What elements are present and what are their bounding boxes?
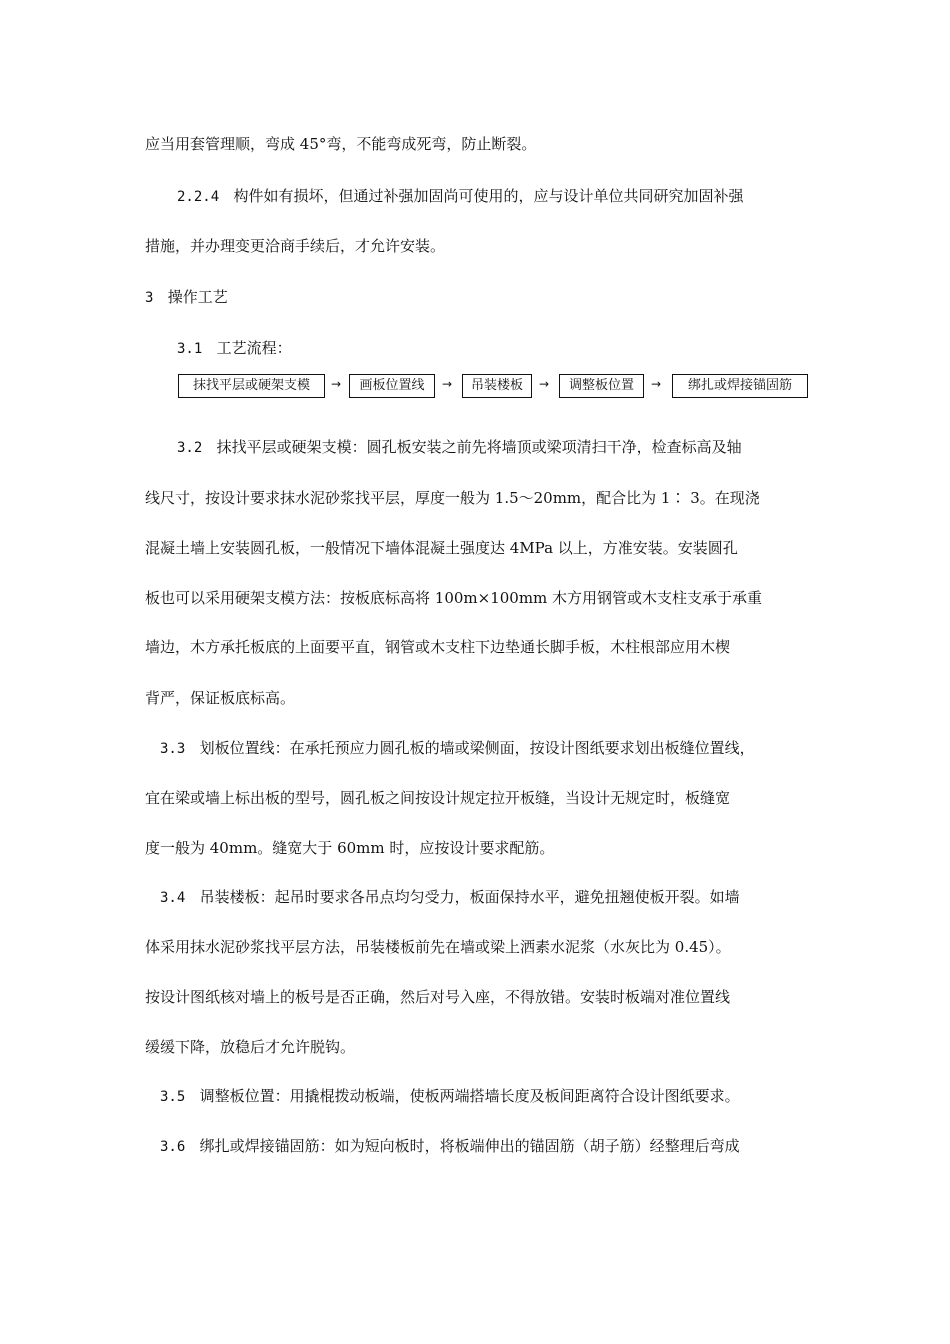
flow-arrow: → bbox=[651, 377, 662, 391]
section-number: 3.5 bbox=[160, 1089, 186, 1105]
section-number: 3.2 bbox=[177, 440, 203, 456]
paragraph-line: 按设计图纸核对墙上的板号是否正确，然后对号入座，不得放错。安装时板端对准位置线 bbox=[145, 988, 731, 1006]
section-heading-3 bbox=[145, 287, 228, 308]
paragraph-line: 宜在梁或墙上标出板的型号，圆孔板之间按设计规定拉开板缝，当设计无规定时，板缝宽 bbox=[145, 789, 731, 807]
section-3-1 bbox=[177, 338, 292, 359]
paragraph-line: 缓缓下降，放稳后才允许脱钩。 bbox=[145, 1038, 356, 1056]
paragraph-line: 线尺寸，按设计要求抹水泥砂浆找平层，厚度一般为 1.5～20mm，配合比为 1∶ 3。在现浇 bbox=[145, 489, 760, 507]
paragraph-text: 调整板位置：用撬棍拨动板端，使板两端搭墙长度及板间距离符合设计图纸要求。 bbox=[199, 1087, 740, 1105]
paragraph-text: 抹找平层或硬架支模：圆孔板安装之前先将墙顶或梁项清扫干净，检查标高及轴 bbox=[216, 438, 742, 456]
paragraph-line: 墙边，木方承托板底的上面要平直，钢管或木支柱下边垫通长脚手板，木柱根部应用木楔 bbox=[145, 638, 731, 656]
paragraph-line: 板也可以采用硬架支模方法：按板底标高将 100m×100mm 木方用钢管或木支柱支承于承重 bbox=[145, 589, 763, 607]
section-number: 2.2.4 bbox=[177, 189, 220, 205]
paragraph-text: 构件如有损坏，但通过补强加固尚可使用的，应与设计单位共同研究加固补强 bbox=[233, 187, 744, 205]
paragraph-text: 划板位置线：在承托预应力圆孔板的墙或梁侧面，按设计图纸要求划出板缝位置线， bbox=[199, 739, 755, 757]
flow-arrow: → bbox=[331, 377, 342, 391]
paragraph-line: 措施，并办理变更洽商手续后，才允许安装。 bbox=[145, 237, 446, 255]
section-3-5 bbox=[160, 1086, 740, 1107]
paragraph-text: 绑扎或焊接锚固筋：如为短向板时，将板端伸出的锚固筋（胡子筋）经整理后弯成 bbox=[199, 1137, 740, 1155]
section-number: 3.3 bbox=[160, 741, 186, 757]
section-3-6 bbox=[160, 1136, 740, 1157]
paragraph-line: 度一般为 40mm。缝宽大于 60mm 时，应按设计要求配筋。 bbox=[145, 839, 555, 857]
section-number: 3.4 bbox=[160, 890, 186, 906]
flow-step-2: 画板位置线 bbox=[349, 374, 435, 398]
section-number: 3.6 bbox=[160, 1139, 186, 1155]
paragraph-line: 混凝土墙上安装圆孔板，一般情况下墙体混凝土强度达 4MPa 以上，方准安装。安装圆孔 bbox=[145, 539, 738, 557]
section-3-2 bbox=[177, 437, 742, 458]
paragraph-text: 吊装楼板：起吊时要求各吊点均匀受力，板面保持水平，避免扭翘使板开裂。如墙 bbox=[199, 888, 740, 906]
flow-step-1: 抹找平层或硬架支模 bbox=[178, 374, 325, 398]
flow-arrow: → bbox=[539, 377, 550, 391]
section-number: 3.1 bbox=[177, 341, 203, 357]
flow-step-4: 调整板位置 bbox=[559, 374, 644, 398]
paragraph-line: 背严，保证板底标高。 bbox=[145, 689, 296, 707]
paragraph-line: 应当用套管理顺，弯成 45°弯，不能弯成死弯，防止断裂。 bbox=[145, 135, 537, 153]
section-3-3 bbox=[160, 738, 755, 759]
flow-step-5: 绑扎或焊接锚固筋 bbox=[672, 374, 808, 398]
paragraph-text: 工艺流程： bbox=[216, 339, 292, 357]
flow-step-3: 吊装楼板 bbox=[462, 374, 532, 398]
flow-arrow: → bbox=[442, 377, 453, 391]
section-number: 3 bbox=[145, 290, 154, 306]
paragraph-line: 体采用抹水泥砂浆找平层方法，吊装楼板前先在墙或梁上洒素水泥浆（水灰比为 0.45）。 bbox=[145, 938, 731, 956]
section-3-4 bbox=[160, 887, 740, 908]
section-2-2-4 bbox=[177, 186, 743, 207]
heading-text: 操作工艺 bbox=[167, 288, 228, 306]
